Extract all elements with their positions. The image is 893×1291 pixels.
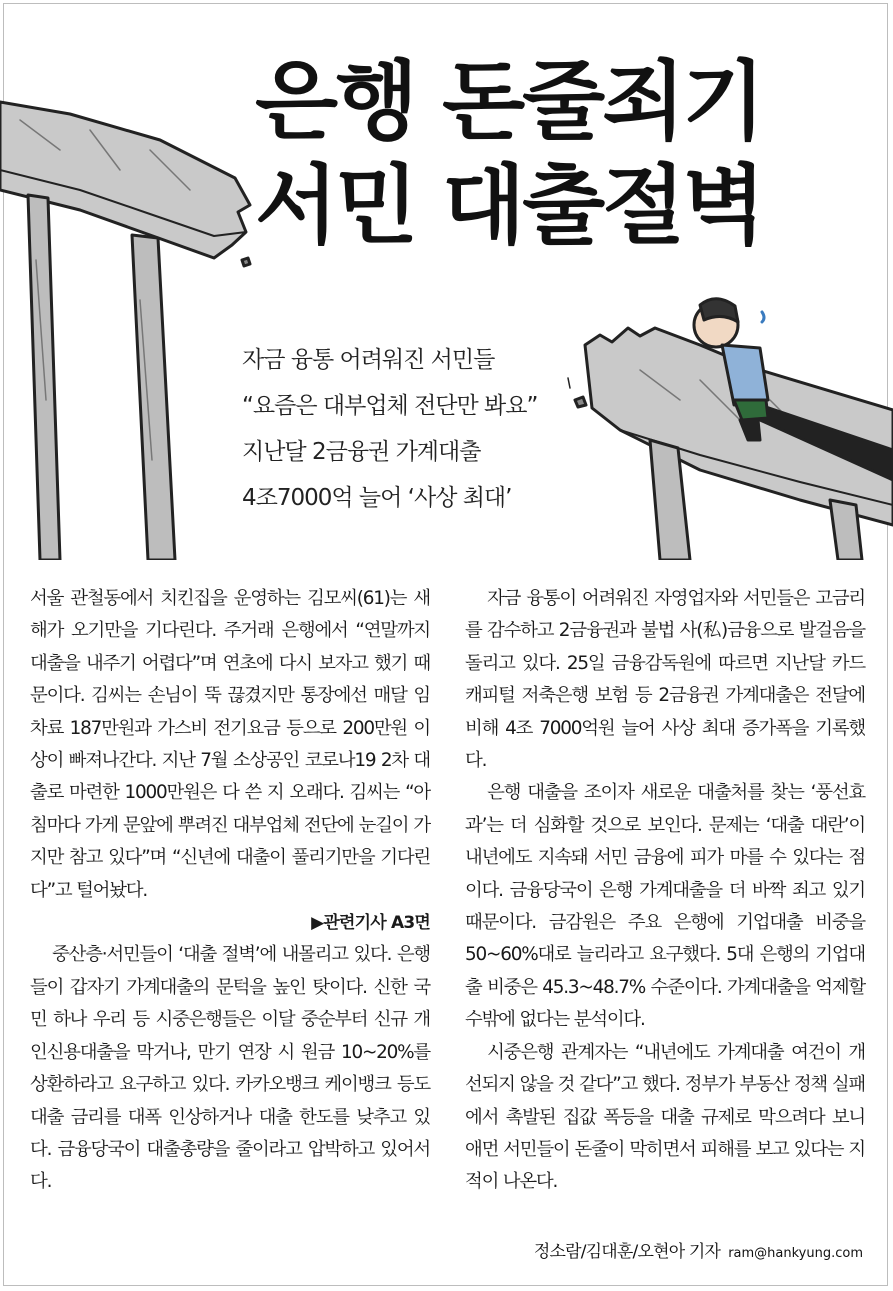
subheadline-3: 지난달 2금융권 가계대출 (242, 439, 481, 465)
right-column (465, 583, 865, 1199)
paragraph: 시중은행 관계자는 “내년에도 가계대출 여건이 개선되지 않을 것 같다”고 했다. 정부가 부동산 정책 실패에서 촉발된 집값 폭등을 대출 규제로 막으려다 보니 애먼 서민들이 돈줄이 막히면서 피해를 보고 있다는 지적이 나온다. (465, 1041, 865, 1193)
subheadline-block (242, 337, 562, 521)
related-article-link[interactable]: ▶관련기사 A3면 (311, 913, 430, 934)
article-body (30, 583, 865, 1263)
reporter-email[interactable]: ram@hankyung.com (728, 1246, 863, 1261)
byline (534, 1237, 863, 1262)
subheadline-2: “요즘은 대부업체 전단만 봐요” (242, 393, 538, 419)
left-column (30, 583, 430, 1199)
paragraph: 은행 대출을 조이자 새로운 대출처를 찾는 ‘풍선효과’는 더 심화할 것으로 보인다. 문제는 ‘대출 대란’이 내년에도 지속돼 서민 금융에 피가 마를 수 있다는 점이다. 금융당국이 은행 가계대출을 더 바짝 죄고 있기 때문이다. 금감원은 주요 은행에 기업대출 비중을 50~60%대로 늘리라고 요구했다. 5대 은행의 기업대출 비중은 45.3~48.7% 수준이다. 가계대출을 억제할 수밖에 없다는 분석이다. (465, 782, 865, 1031)
subheadline-1: 자금 융통 어려워진 서민들 (242, 347, 495, 373)
headline-line-1: 은행 돈줄죄기 (255, 52, 763, 152)
subheadline-4: 4조7000억 늘어 ‘사상 최대’ (242, 485, 512, 511)
reporter-names: 정소람/김대훈/오현아 기자 (533, 1242, 721, 1262)
headline (255, 50, 815, 258)
paragraph: 서울 관철동에서 치킨집을 운영하는 김모씨(61)는 새해가 오기만을 기다린다. 주거래 은행에서 “연말까지 대출을 내주기 어렵다”며 연초에 다시 보자고 했기 때문이다. 김씨는 손님이 뚝 끊겼지만 통장에선 매달 임차료 187만원과 가스비 전기요금 등으로 200만원 이상이 빠져나간다. 지난 7월 소상공인 코로나19 2차 대출로 마련한 1000만원은 다 쓴 지 오래다. 김씨는 “아침마다 가게 문앞에 뿌려진 대부업체 전단에 눈길이 가지만 참고 있다”며 “신년에 대출이 풀리기만을 기다린다”고 털어놨다. (30, 588, 430, 901)
headline-line-2: 서민 대출절벽 (255, 156, 763, 256)
paragraph: 중산층·서민들이 ‘대출 절벽’에 내몰리고 있다. 은행들이 갑자기 가계대출의 문턱을 높인 탓이다. 신한 국민 하나 우리 등 시중은행들은 이달 중순부터 신규 개인신용대출을 막거나, 만기 연장 시 원금 10~20%를 상환하라고 요구하고 있다. 카카오뱅크 케이뱅크 등도 대출 금리를 대폭 인상하거나 대출 한도를 낮추고 있다. 금융당국이 대출총량을 줄이라고 압박하고 있어서다. (30, 944, 430, 1193)
paragraph: 자금 융통이 어려워진 자영업자와 서민들은 고금리를 감수하고 2금융권과 불법 사(私)금융으로 발걸음을 돌리고 있다. 25일 금융감독원에 따르면 지난달 카드 캐피털 저축은행 보험 등 2금융권 가계대출은 전달에 비해 4조 7000억원 늘어 사상 최대 증가폭을 기록했다. (465, 588, 865, 772)
